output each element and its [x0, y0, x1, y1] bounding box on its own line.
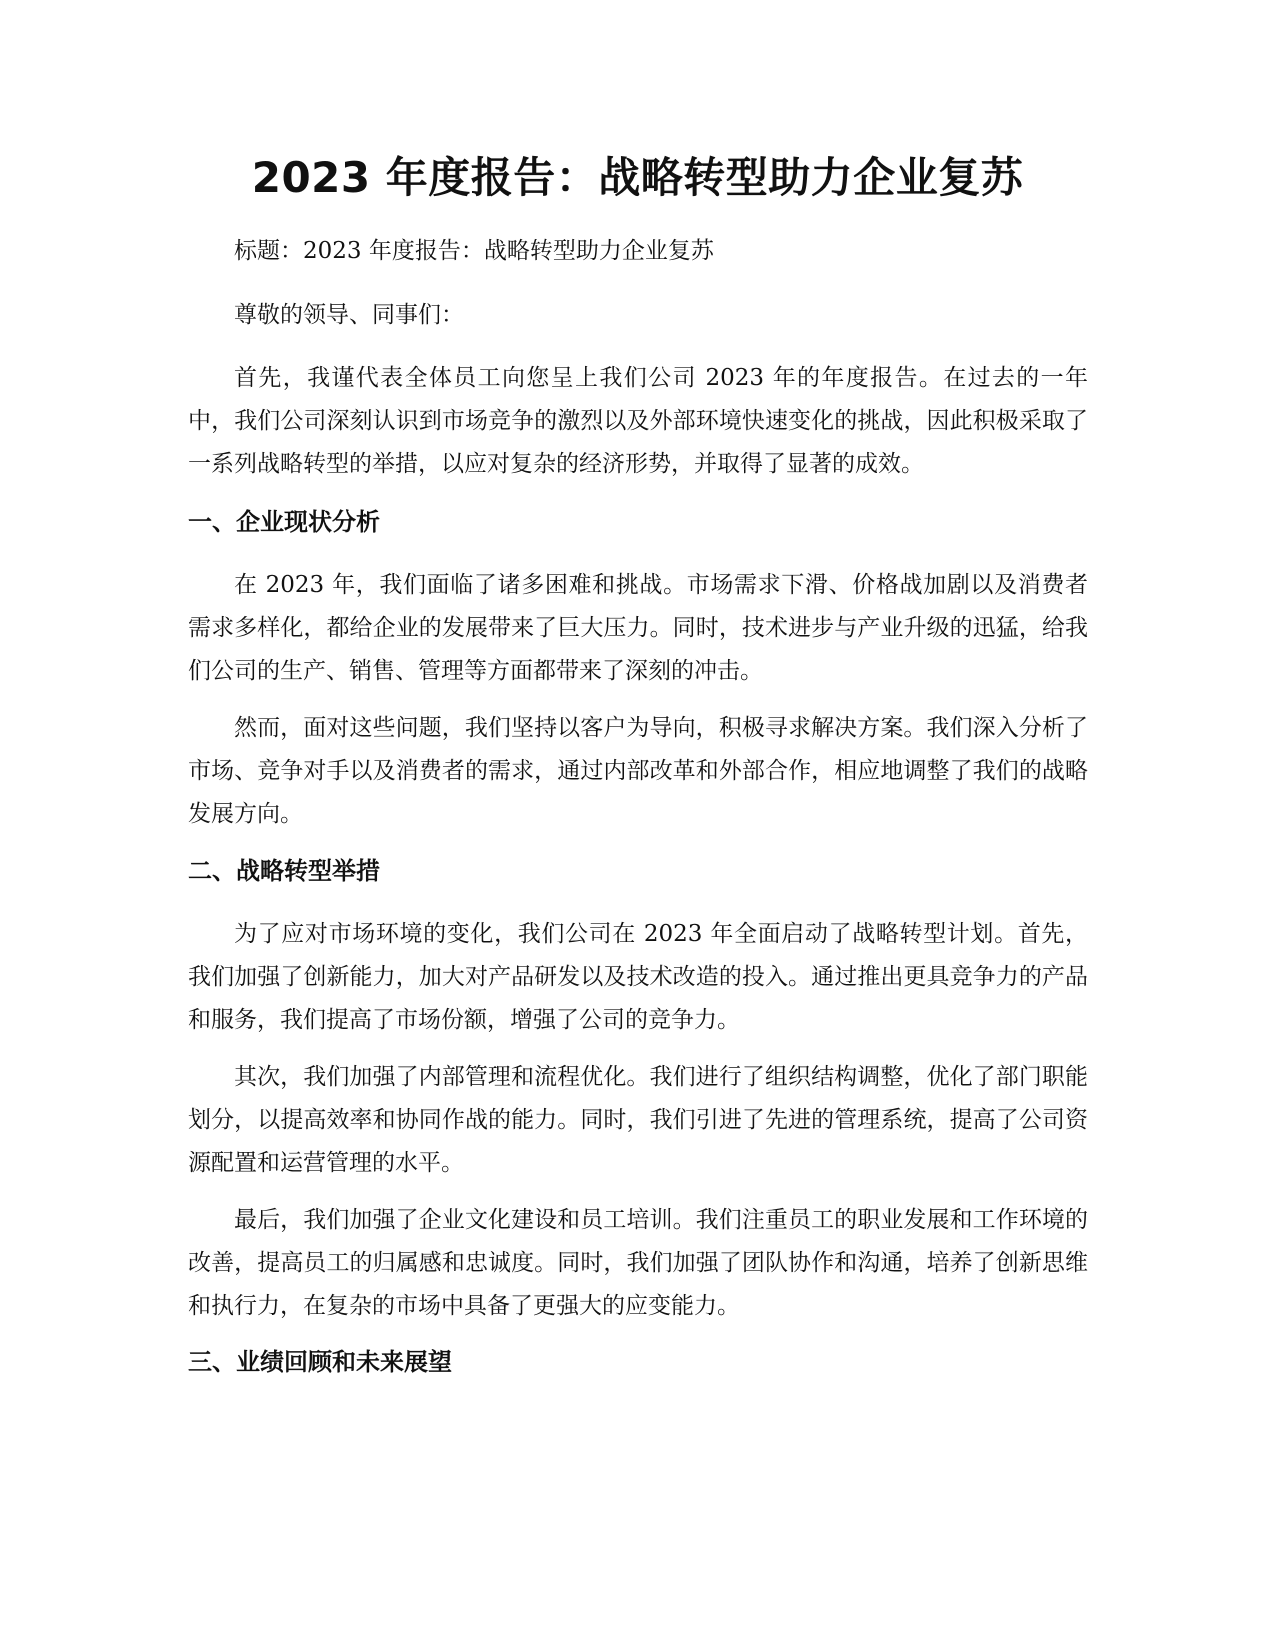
strategy-paragraph-3: 最后，我们加强了企业文化建设和员工培训。我们注重员工的职业发展和工作环境的改善，提高员工的归属感和忠诚度。同时，我们加强了团队协作和沟通，培养了创新思维和执行力，在复杂的市场中具备了更强大的应变能力。	[188, 1207, 1088, 1319]
section-heading-status: 一、企业现状分析	[188, 508, 380, 536]
section-heading-review: 三、业绩回顾和未来展望	[188, 1348, 452, 1376]
status-paragraph-2: 然而，面对这些问题，我们坚持以客户为导向，积极寻求解决方案。我们深入分析了市场、竞争对手以及消费者的需求，通过内部改革和外部合作，相应地调整了我们的战略发展方向。	[188, 715, 1088, 827]
intro-paragraph: 首先，我谨代表全体员工向您呈上我们公司 2023 年的年度报告。在过去的一年中，我们公司深刻认识到市场竞争的激烈以及外部环境快速变化的挑战，因此积极采取了一系列战略转型的举措，以应对复杂的经济形势，并取得了显著的成效。	[188, 365, 1088, 477]
greeting: 尊敬的领导、同事们：	[234, 302, 464, 328]
document-title: 2023 年度报告：战略转型助力企业复苏	[251, 153, 1024, 202]
strategy-paragraph-1: 为了应对市场环境的变化，我们公司在 2023 年全面启动了战略转型计划。首先，我们加强了创新能力，加大对产品研发以及技术改造的投入。通过推出更具竞争力的产品和服务，我们提高了市场份额，增强了公司的竞争力。	[188, 921, 1088, 1033]
strategy-paragraph-2: 其次，我们加强了内部管理和流程优化。我们进行了组织结构调整，优化了部门职能划分，以提高效率和协同作战的能力。同时，我们引进了先进的管理系统，提高了公司资源配置和运营管理的水平。	[188, 1064, 1088, 1176]
status-paragraph-1: 在 2023 年，我们面临了诸多困难和挑战。市场需求下滑、价格战加剧以及消费者需求多样化，都给企业的发展带来了巨大压力。同时，技术进步与产业升级的迅猛，给我们公司的生产、销售、管理等方面都带来了深刻的冲击。	[188, 572, 1088, 684]
subtitle-line: 标题：2023 年度报告：战略转型助力企业复苏	[234, 238, 714, 264]
section-heading-strategy: 二、战略转型举措	[188, 857, 380, 885]
